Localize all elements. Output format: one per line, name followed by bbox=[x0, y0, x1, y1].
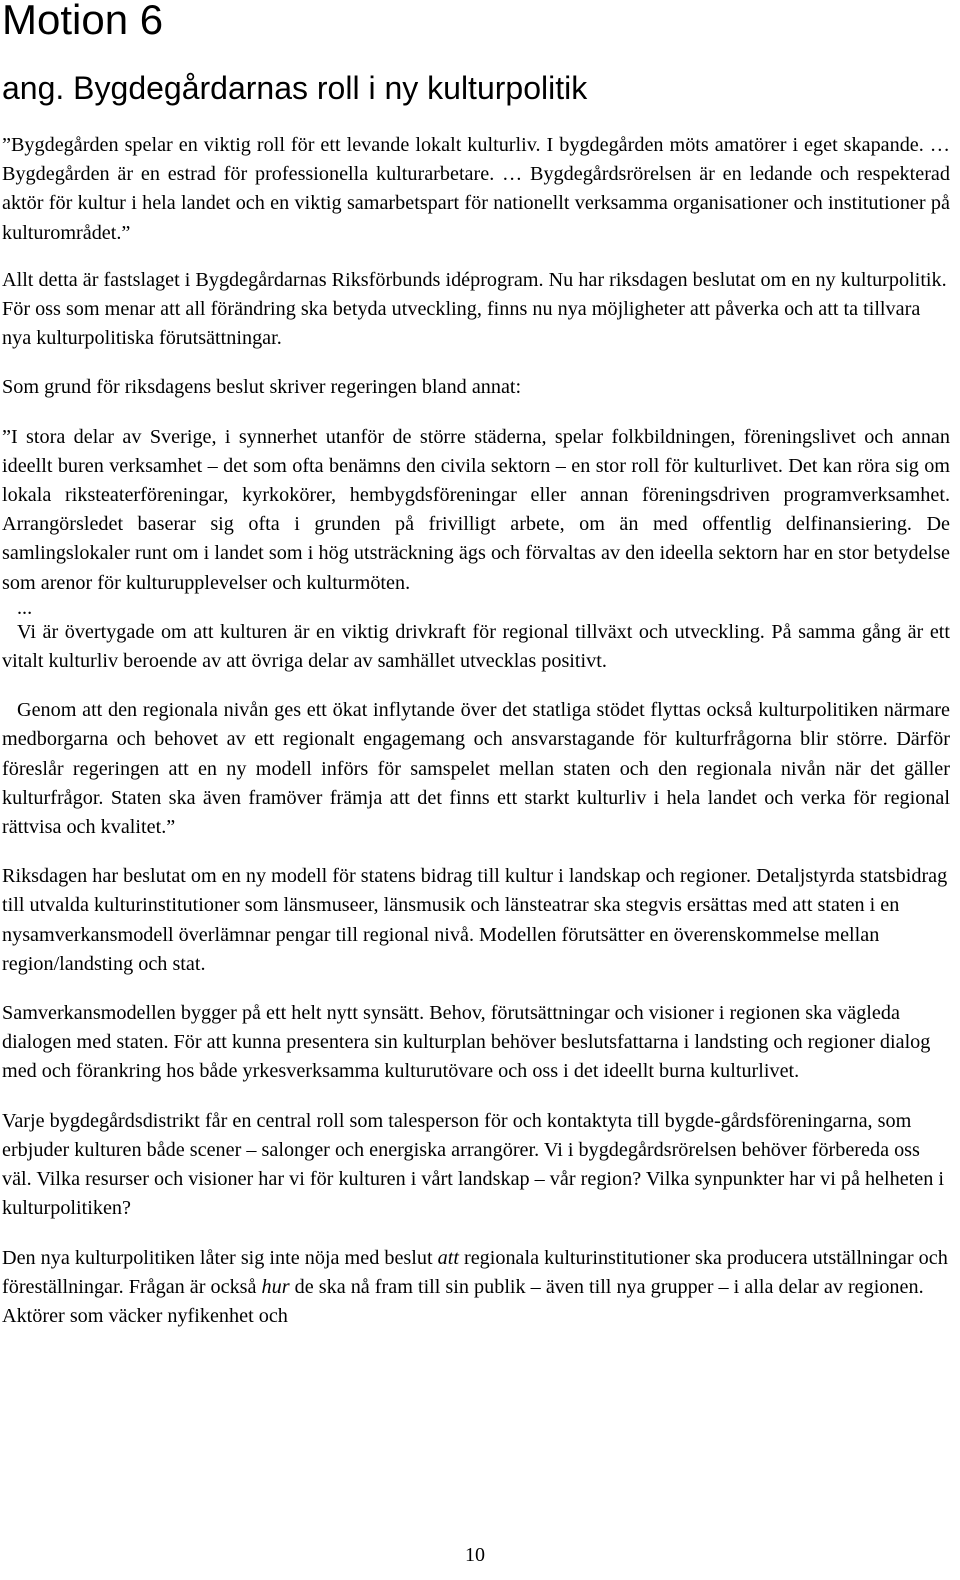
page-number: 10 bbox=[465, 1544, 485, 1566]
paragraph-district-role: Varje bygdegårdsdistrikt får en central roll som talesperson för och kontaktyta till bygde-gårdsföreningarna, som erbjuder kulturen både scener – salonger och energiska arrangörer. Vi i bygdegårdsrörelsen behöver förbereda oss väl. Vilka resurser och visioner har vi för kulturen i vårt landskap – vår region? Vilka synpunkter har vi på helheten i kulturpolitiken? bbox=[2, 1109, 944, 1220]
paragraph-government-basis: Som grund för riksdagens beslut skriver regeringen bland annat: bbox=[2, 376, 522, 399]
government-quote-regional: Genom att den regionala nivån ges ett ökat inflytande över det statliga stödet flyttas också kulturpolitiken närmare medborgarna och behovet av ett regionalt engagemang och ansvarstagande för kulturfrågorna blir större. Därför föreslår regeringen att en ny modell införs för samspelet mellan staten och den regionala nivån när det gäller kulturfrågor. Staten ska även framöver främja att det finns ett starkt kulturliv i hela landet och verka för regional rättvisa och kvalitet.” bbox=[2, 699, 950, 839]
paragraph-cultural-policy bbox=[2, 1244, 950, 1332]
government-quote-growth: Vi är övertygade om att kulturen är en viktig drivkraft för regional tillväxt och utveckling. På samma gång är ett vitalt kulturliv beroende av att övriga delar av samhället utvecklas positivt. bbox=[2, 620, 950, 673]
paragraph-text: Den nya kulturpolitiken låter sig inte nöja med beslut bbox=[2, 1246, 438, 1269]
paragraph-text: de ska nå fram till sin publik – även till nya grupper – i alla delar av regionen. Aktörer som väcker nyfikenhet och bbox=[2, 1275, 924, 1327]
emphasis-hur: hur bbox=[261, 1275, 290, 1298]
page-title: Motion 6 bbox=[2, 0, 164, 43]
quote-ellipsis: ... bbox=[17, 596, 33, 619]
paragraph-new-model: Riksdagen har beslutat om en ny modell för statens bidrag till kultur i landskap och regioner. Detaljstyrda statsbidrag till utvalda kulturinstitutioner som länsmuseer, länsmusik och länsteatrar ska stegvis ersättas med att staten i en nysamverkansmodell överlämnar pengar till regional nivå. Modellen förutsätter en överenskommelse mellan region/landsting och stat. bbox=[2, 865, 948, 975]
government-quote-civil-sector: ”I stora delar av Sverige, i synnerhet utanför de större städerna, spelar folkbildningen, föreningslivet och annan ideellt buren verksamhet – det som ofta benämns den civila sektorn – en stor roll för kulturlivet. Det kan röra sig om lokala riksteaterföreningar, kyrkokörer, hembygdsföreningar eller annan föreningsdriven programverksamhet. Arrangörsledet baserar sig ofta i grunden på frivilligt arbete, om än med offentlig delfinansiering. De samlingslokaler runt om i landet som i hög utsträckning ägs och förvaltas av den ideella sektorn har en stor betydelse som arenor för kulturupplevelser och kulturmöten. bbox=[2, 425, 950, 594]
document-body bbox=[2, 131, 950, 1331]
emphasis-att: att bbox=[437, 1246, 459, 1269]
paragraph-text: regionala kulturinstitutioner ska producera utställningar och föreställningar. Frågan är också bbox=[2, 1246, 948, 1298]
paragraph-cooperation-model: Samverkansmodellen bygger på ett helt nytt synsätt. Behov, förutsättningar och visioner i regionen ska vägleda dialogen med staten. För att kunna presentera sin kulturplan behöver beslutsfattarna i landsting och regioner dialog med och förankring hos både yrkesverksamma kulturutövare och oss i det ideellt burna kulturlivet. bbox=[2, 1002, 931, 1083]
page-subtitle: ang. Bygdegårdarnas roll i ny kulturpolitik bbox=[2, 70, 588, 106]
intro-quote: ”Bygdegården spelar en viktig roll för ett levande lokalt kulturliv. I bygdegården möts amatörer i eget skapande. … Bygdegården är en estrad för professionella kulturarbetare. … Bygdegårdsrörelsen är en ledande och respekterad aktör för kultur i hela landet och en viktig samarbetspart för nationellt verksamma organisationer och institutioner på kulturområdet.” bbox=[2, 134, 950, 244]
paragraph-idea-program: Allt detta är fastslaget i Bygdegårdarnas Riksförbunds idéprogram. Nu har riksdagen beslutat om en ny kulturpolitik. För oss som menar att all förändring ska betyda utveckling, finns nu nya möjligheter att påverka och att ta tillvara nya kulturpolitiska förutsättningar. bbox=[2, 268, 947, 350]
